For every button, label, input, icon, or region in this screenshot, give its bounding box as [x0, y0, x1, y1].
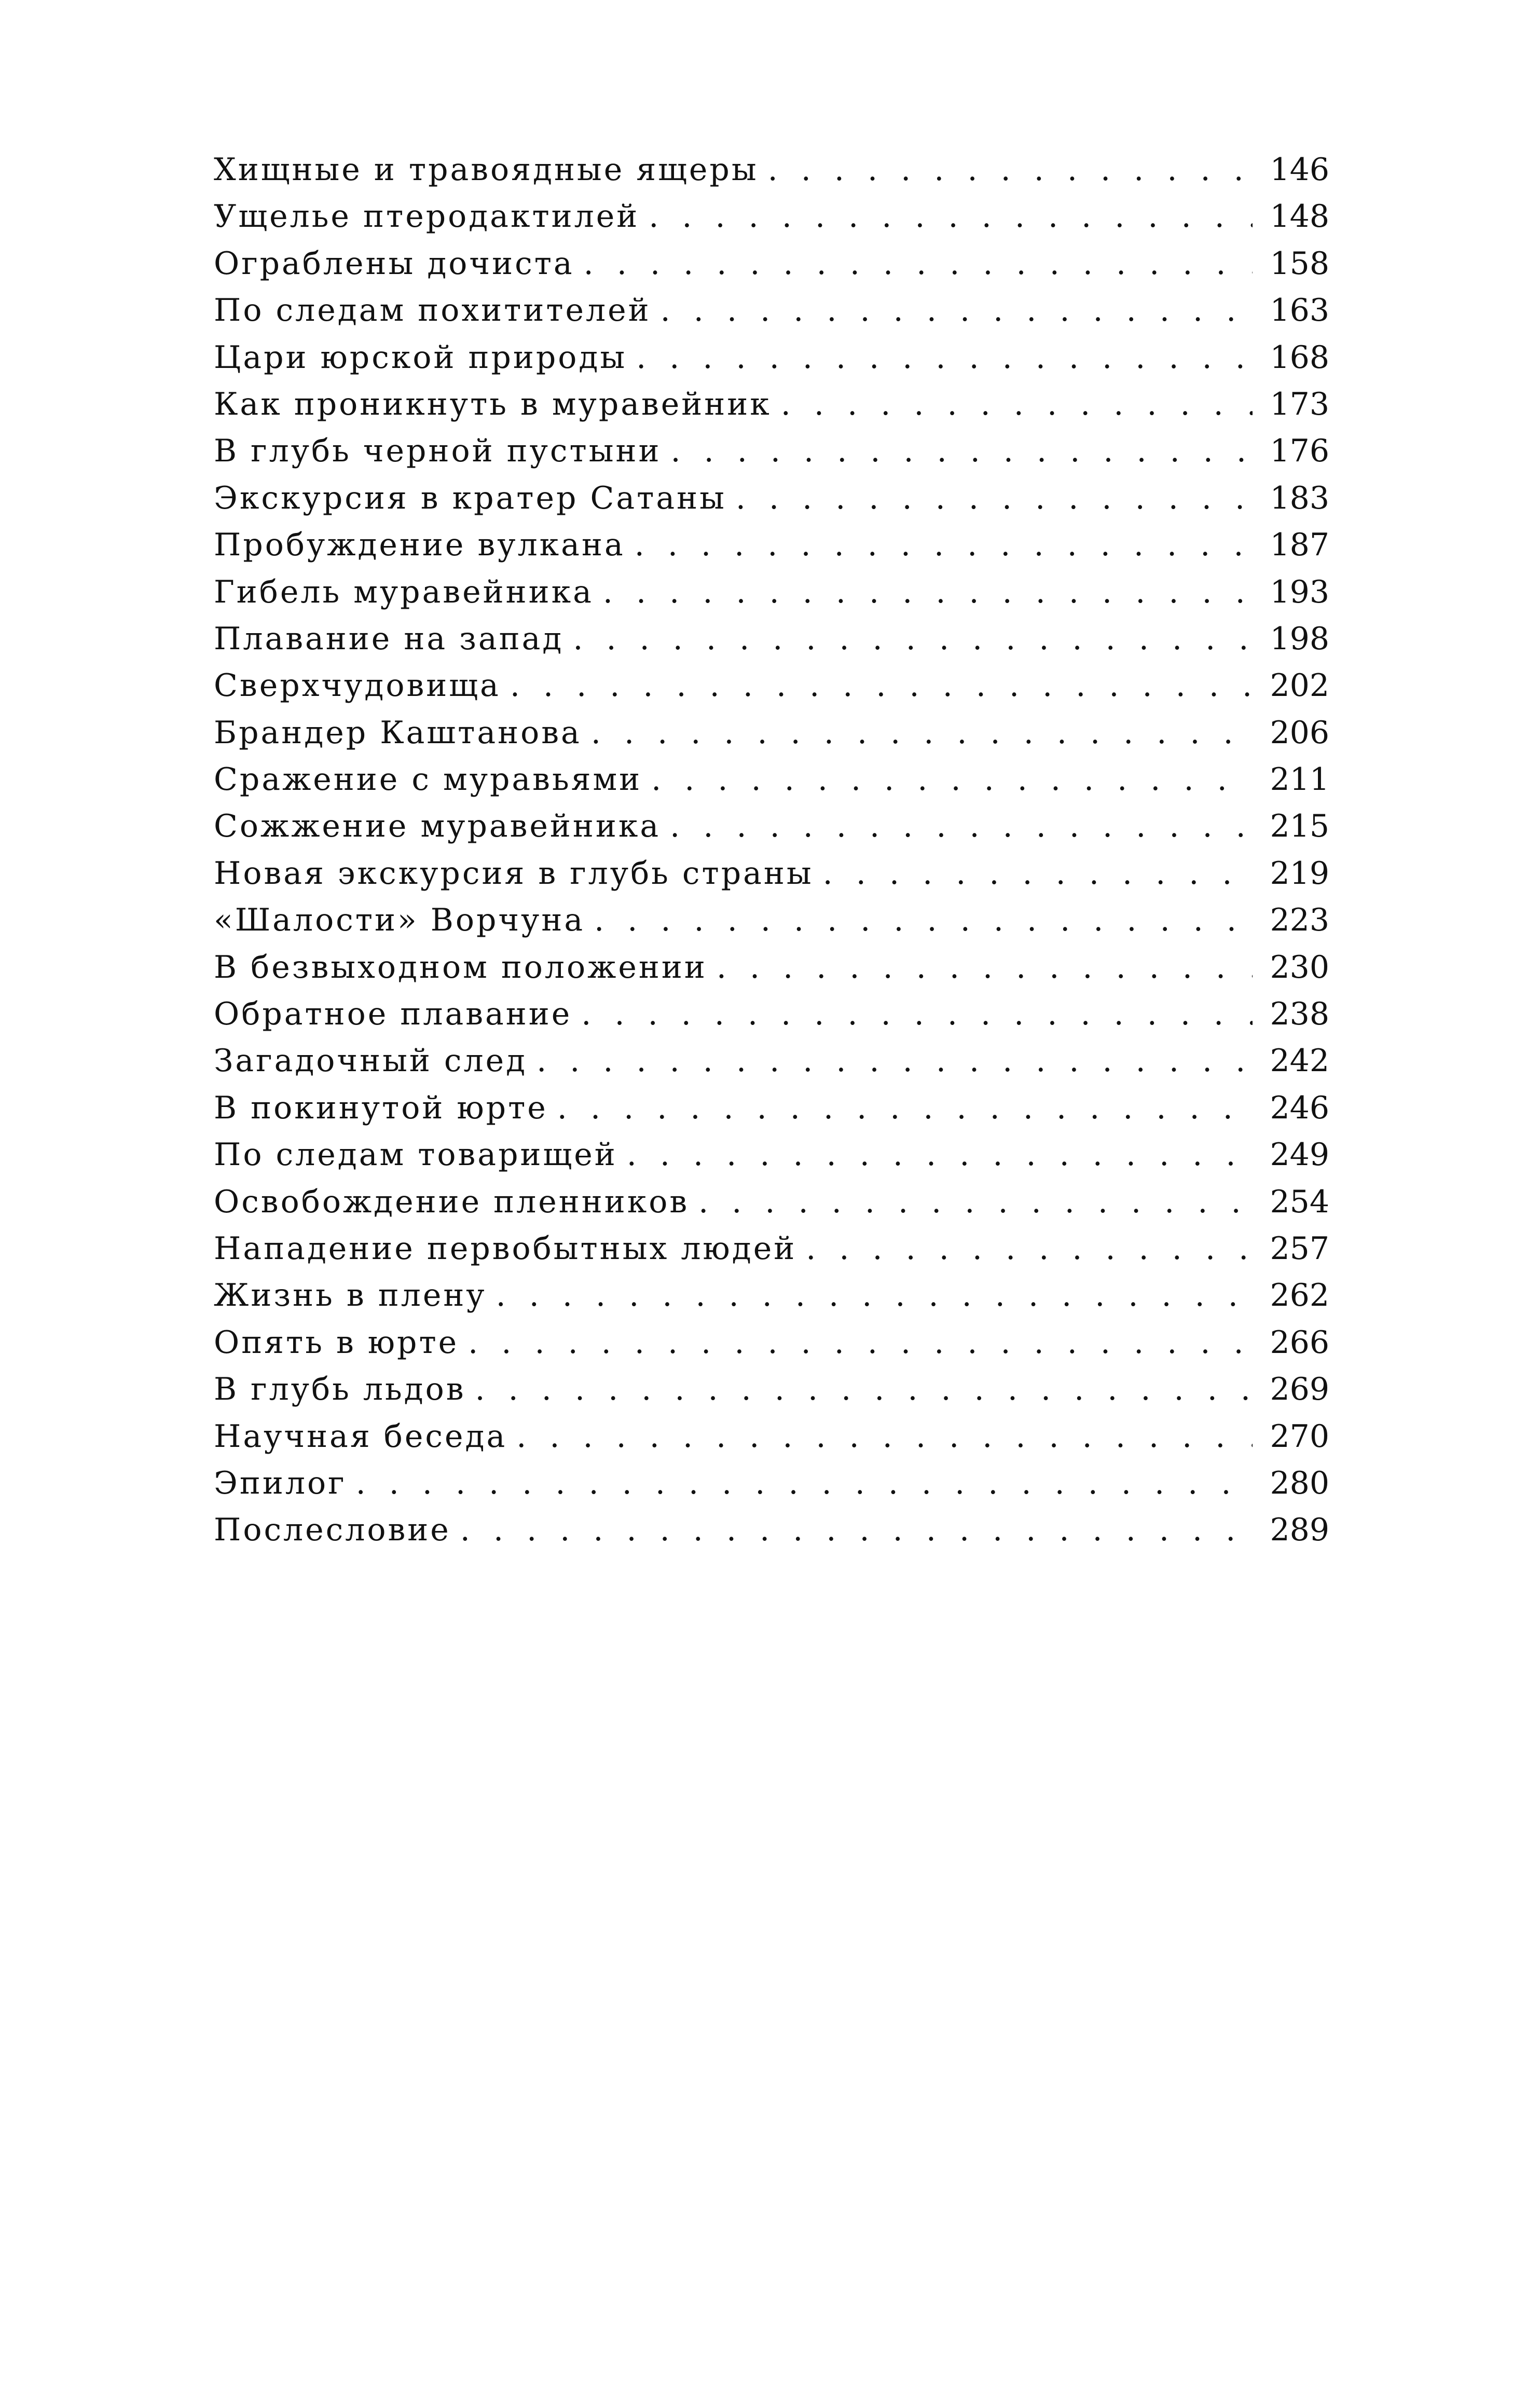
toc-entry-title: Послесловие: [214, 1512, 451, 1549]
dot-leader: [496, 1272, 1253, 1319]
toc-entry: [214, 1460, 1329, 1507]
toc-entry: [214, 428, 1329, 474]
toc-entry: [214, 850, 1329, 897]
toc-entry: [214, 616, 1329, 662]
toc-entry-page-number: 148: [1270, 198, 1329, 235]
toc-entry-page-number: 289: [1270, 1512, 1329, 1549]
toc-entry-page-number: 202: [1270, 667, 1329, 704]
toc-entry-page-number: 193: [1270, 573, 1329, 610]
toc-entry-page-number: 215: [1270, 808, 1329, 845]
toc-entry: [214, 944, 1329, 991]
toc-entry-title: Ограблены дочиста: [214, 245, 574, 282]
dot-leader: [635, 522, 1253, 568]
toc-entry-title: В глубь черной пустыни: [214, 433, 662, 470]
toc-entry-page-number: 254: [1270, 1183, 1329, 1220]
toc-entry-title: Ущелье птеродактилей: [214, 198, 640, 235]
table-of-contents: [214, 146, 1329, 1554]
toc-entry-page-number: 223: [1270, 902, 1329, 939]
toc-entry-page-number: 246: [1270, 1089, 1329, 1126]
toc-entry: [214, 381, 1329, 428]
dot-leader: [698, 1179, 1253, 1225]
toc-entry: [214, 334, 1329, 381]
dot-leader: [460, 1507, 1253, 1553]
dot-leader: [581, 991, 1253, 1037]
toc-entry-page-number: 176: [1270, 433, 1329, 470]
toc-entry-page-number: 242: [1270, 1043, 1329, 1079]
toc-entry: [214, 991, 1329, 1037]
toc-entry-title: По следам товарищей: [214, 1137, 617, 1173]
dot-leader: [781, 381, 1253, 428]
toc-entry-title: Опять в юрте: [214, 1324, 459, 1361]
toc-entry-page-number: 168: [1270, 339, 1329, 376]
toc-entry-page-number: 270: [1270, 1418, 1329, 1455]
dot-leader: [670, 803, 1253, 850]
toc-entry-title: Хищные и травоядные ящеры: [214, 152, 759, 188]
dot-leader: [594, 897, 1253, 943]
toc-entry-page-number: 262: [1270, 1277, 1329, 1314]
toc-entry: [214, 240, 1329, 287]
dot-leader: [736, 475, 1253, 522]
toc-entry-title: Сожжение муравейника: [214, 808, 661, 845]
toc-entry-title: Плавание на запад: [214, 620, 564, 657]
dot-leader: [468, 1319, 1253, 1366]
toc-entry-page-number: 198: [1270, 620, 1329, 657]
dot-leader: [627, 1131, 1253, 1178]
toc-entry-page-number: 206: [1270, 714, 1329, 751]
toc-entry: [214, 475, 1329, 522]
toc-entry: [214, 1225, 1329, 1272]
toc-entry: [214, 569, 1329, 616]
dot-leader: [537, 1037, 1253, 1084]
toc-entry-title: Цари юрской природы: [214, 339, 627, 376]
toc-entry-title: Пробуждение вулкана: [214, 527, 625, 564]
toc-entry: [214, 193, 1329, 240]
dot-leader: [557, 1085, 1253, 1131]
toc-entry-title: В глубь льдов: [214, 1371, 466, 1408]
toc-entry: [214, 287, 1329, 334]
toc-entry-title: Освобождение пленников: [214, 1183, 690, 1220]
toc-entry-title: Научная беседа: [214, 1418, 507, 1455]
toc-entry: [214, 1319, 1329, 1366]
dot-leader: [573, 616, 1253, 662]
toc-entry-title: Новая экскурсия в глубь страны: [214, 855, 814, 892]
toc-entry: [214, 522, 1329, 568]
dot-leader: [356, 1460, 1253, 1507]
toc-entry-title: Обратное плавание: [214, 996, 572, 1033]
toc-entry-title: Жизнь в плену: [214, 1277, 487, 1314]
toc-entry-page-number: 158: [1270, 245, 1329, 282]
toc-entry-title: Как проникнуть в муравейник: [214, 386, 772, 422]
toc-entry-title: Сверхчудовища: [214, 667, 501, 704]
toc-entry: [214, 1037, 1329, 1084]
toc-entry-title: Сражение с муравьями: [214, 761, 642, 798]
toc-entry: [214, 1272, 1329, 1319]
toc-entry-title: В покинутой юрте: [214, 1089, 548, 1126]
toc-entry-page-number: 173: [1270, 386, 1329, 422]
toc-entry-page-number: 257: [1270, 1230, 1329, 1267]
toc-entry-page-number: 249: [1270, 1137, 1329, 1173]
toc-entry-title: Эпилог: [214, 1465, 347, 1501]
dot-leader: [510, 662, 1253, 709]
toc-entry-title: Гибель муравейника: [214, 573, 594, 610]
toc-entry-page-number: 266: [1270, 1324, 1329, 1361]
toc-entry-title: Нападение первобытных людей: [214, 1230, 797, 1267]
toc-entry-page-number: 183: [1270, 480, 1329, 516]
toc-entry-page-number: 230: [1270, 949, 1329, 986]
dot-leader: [823, 850, 1253, 897]
toc-entry-page-number: 238: [1270, 996, 1329, 1033]
toc-entry: [214, 1179, 1329, 1225]
toc-entry-title: «Шалости» Ворчуна: [214, 902, 585, 939]
toc-entry-page-number: 187: [1270, 527, 1329, 564]
dot-leader: [651, 756, 1253, 803]
toc-entry: [214, 1366, 1329, 1413]
dot-leader: [636, 334, 1253, 381]
toc-entry: [214, 756, 1329, 803]
toc-entry-title: По следам похитителей: [214, 292, 651, 329]
toc-entry-page-number: 219: [1270, 855, 1329, 892]
dot-leader: [475, 1366, 1253, 1413]
toc-entry: [214, 803, 1329, 850]
toc-entry: [214, 1507, 1329, 1553]
dot-leader: [591, 709, 1253, 756]
dot-leader: [516, 1413, 1253, 1460]
toc-entry-page-number: 280: [1270, 1465, 1329, 1501]
toc-entry: [214, 897, 1329, 943]
toc-entry: [214, 662, 1329, 709]
dot-leader: [806, 1225, 1253, 1272]
toc-entry-page-number: 163: [1270, 292, 1329, 329]
dot-leader: [603, 569, 1253, 616]
dot-leader: [661, 287, 1253, 334]
toc-entry-title: Брандер Каштанова: [214, 714, 582, 751]
dot-leader: [649, 193, 1253, 240]
dot-leader: [717, 944, 1253, 991]
dot-leader: [768, 146, 1253, 193]
dot-leader: [584, 240, 1253, 287]
toc-entry: [214, 709, 1329, 756]
toc-entry: [214, 146, 1329, 193]
toc-entry-page-number: 269: [1270, 1371, 1329, 1408]
toc-entry-title: Экскурсия в кратер Сатаны: [214, 480, 726, 516]
toc-entry: [214, 1085, 1329, 1131]
toc-entry-title: В безвыходном положении: [214, 949, 707, 986]
toc-entry: [214, 1131, 1329, 1178]
toc-entry-title: Загадочный след: [214, 1043, 528, 1079]
toc-entry: [214, 1413, 1329, 1460]
toc-entry-page-number: 146: [1270, 152, 1329, 188]
dot-leader: [670, 428, 1253, 474]
toc-entry-page-number: 211: [1270, 761, 1329, 798]
